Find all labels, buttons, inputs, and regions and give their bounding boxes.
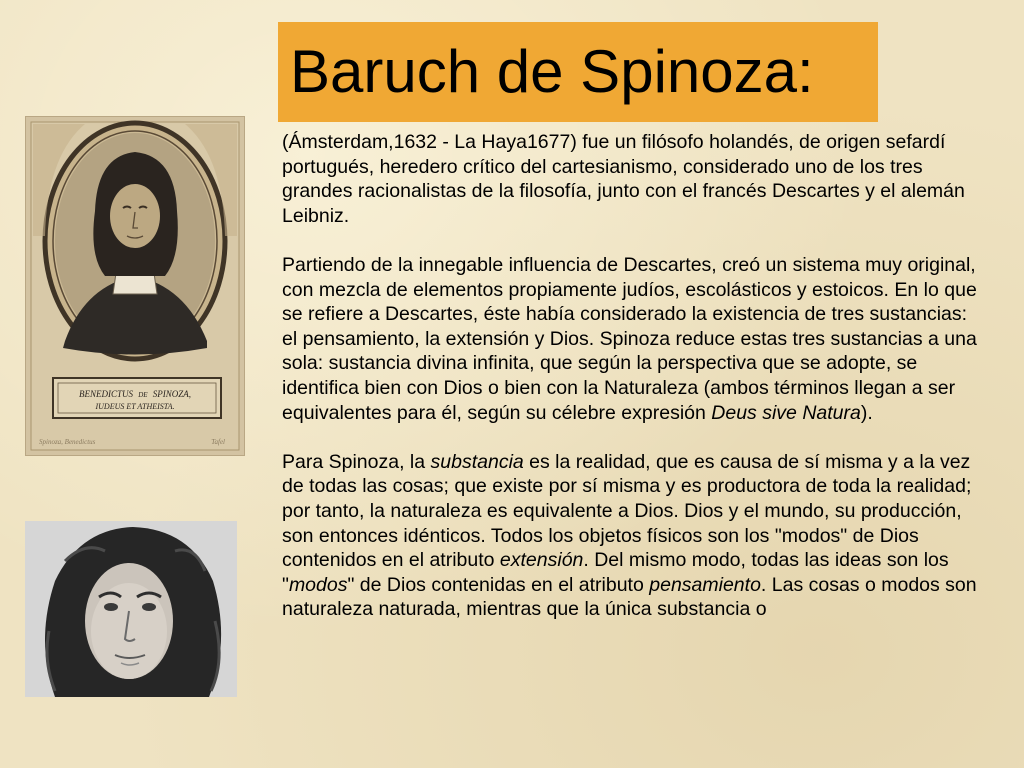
substance-text-e: . Las cosas o modos son naturaleza naturada, mientras que la única substancia o	[282, 573, 977, 621]
paragraph-system-text: Partiendo de la innegable influencia de Descartes, creó un sistema muy original, con mezcla de elementos propiamente judíos, escolásticos y estoicos. En lo que se refiere a Descartes, éste había considerado la existencia de tres sustancias: el pensamiento, la extensión y Dios. Spinoza reduce estas tres sustancias a una sola: sustancia divina infinita, que según la perspectiva que se adopte, se identifica bien con Dios o bien con la Naturaleza (ambos términos llegan a ser equivalentes para él, según su célebre expresión	[282, 253, 977, 424]
modos-term: modos	[288, 573, 348, 596]
pensamiento-term: pensamiento	[649, 573, 761, 596]
paragraph-system-end: ).	[860, 401, 873, 424]
plaque-subtitle: IUDEUS ET ATHEISTA.	[95, 402, 175, 411]
svg-text:BENEDICTUS DE	[79, 389, 191, 399]
spinoza-engraving-portrait	[25, 116, 245, 456]
substance-text-d: " de Dios contenidas en el atributo	[347, 573, 650, 596]
slide-title: Baruch de Spinoza:	[290, 38, 814, 105]
extension-term: extensión	[499, 549, 584, 572]
plaque-name-1: BENEDICTUS	[78, 389, 133, 399]
body-text	[282, 130, 982, 646]
substance-text-b: es la realidad, que es causa de sí misma y a la vez de todas las cosas; que existe por sí misma y es productora de toda la realidad; por tanto, la naturaleza es equivalente a Dios. Dios y el mundo, su producción, son entonces idénticos. Todos los objetos físicos son los "modos" de Dios contenidos en el atributo	[282, 450, 972, 572]
spinoza-closeup-portrait	[25, 521, 237, 697]
engraving-caption-left: Spinoza, Benedictus	[39, 438, 96, 446]
paragraph-system	[282, 253, 982, 425]
paragraph-biography: (Ámsterdam,1632 - La Haya1677) fue un filósofo holandés, de origen sefardí portugués, heredero crítico del cartesianismo, considerado uno de los tres grandes racionalistas de la filosofía, junto con el francés Descartes y el alemán Leibniz.	[282, 131, 965, 227]
substance-text-a: Para Spinoza, la	[282, 450, 431, 473]
paragraph-substance	[282, 450, 982, 622]
engraving-caption-right: Tafel	[211, 438, 225, 446]
substancia-term: substancia	[430, 450, 524, 473]
plaque-name-3: SPINOZA,	[152, 389, 192, 399]
deus-sive-natura-term: Deus sive Natura	[711, 401, 861, 424]
plaque-name-2: DE	[138, 391, 148, 399]
substance-text-c: . Del mismo modo, todas las ideas son los "	[282, 549, 949, 596]
title-box	[278, 22, 878, 122]
